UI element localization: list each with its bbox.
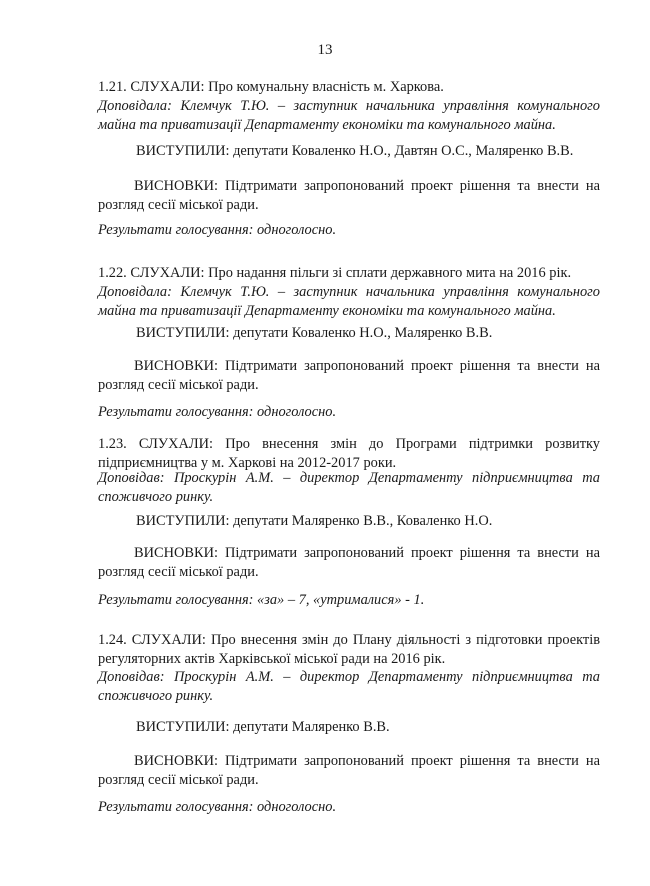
spoke-line: ВИСТУПИЛИ: депутати Коваленко Н.О., Давтян О.С., Маляренко В.В.: [136, 143, 574, 159]
page-number: 13: [317, 42, 333, 58]
reporter-block: [98, 283, 600, 321]
vote-result: Результати голосування: «за» – 7, «утрималися» - 1.: [98, 592, 425, 608]
conclusion-line: розгляд сесії міської ради.: [98, 197, 259, 213]
reporter-line: майна та приватизації Департаменту економіки та комунального майна.: [98, 303, 556, 319]
spoke-line: ВИСТУПИЛИ: депутати Коваленко Н.О., Маляренко В.В.: [136, 325, 493, 341]
heard-block: [98, 435, 600, 473]
conclusion-line: ВИСНОВКИ: Підтримати запропонований проект рішення та внести на: [134, 178, 600, 194]
conclusion-block: [98, 177, 600, 215]
conclusion-line: ВИСНОВКИ: Підтримати запропонований проект рішення та внести на: [134, 358, 600, 374]
heard-line: 1.24. СЛУХАЛИ: Про внесення змін до Плану діяльності з підготовки проектів: [98, 632, 600, 648]
reporter-block: [98, 469, 600, 507]
conclusion-block: [98, 752, 600, 790]
spoke-line: ВИСТУПИЛИ: депутати Маляренко В.В.: [136, 719, 390, 735]
reporter-block: [98, 97, 600, 135]
vote-result: Результати голосування: одноголосно.: [98, 799, 337, 815]
conclusion-line: ВИСНОВКИ: Підтримати запропонований проект рішення та внести на: [134, 753, 600, 769]
spoke-line: ВИСТУПИЛИ: депутати Маляренко В.В., Коваленко Н.О.: [136, 513, 493, 529]
vote-result: Результати голосування: одноголосно.: [98, 222, 337, 238]
reporter-line: Доповідала: Клемчук Т.Ю. – заступник начальника управління комунального: [98, 98, 600, 114]
heard-line: 1.21. СЛУХАЛИ: Про комунальну власність м. Харкова.: [98, 79, 444, 95]
heard-line: підприємництва у м. Харкові на 2012-2017 роки.: [98, 455, 397, 471]
reporter-line: споживчого ринку.: [98, 489, 214, 505]
heard-line: 1.23. СЛУХАЛИ: Про внесення змін до Програми підтримки розвитку: [98, 436, 600, 452]
heard-line: 1.22. СЛУХАЛИ: Про надання пільги зі сплати державного мита на 2016 рік.: [98, 265, 572, 281]
conclusion-line: ВИСНОВКИ: Підтримати запропонований проект рішення та внести на: [134, 545, 600, 561]
reporter-block: [98, 668, 600, 706]
conclusion-block: [98, 357, 600, 395]
conclusion-line: розгляд сесії міської ради.: [98, 772, 259, 788]
reporter-line: Доповідав: Проскурін А.М. – директор Департаменту підприємництва та: [98, 470, 600, 486]
vote-result: Результати голосування: одноголосно.: [98, 404, 337, 420]
heard-line: регуляторних актів Харківської міської ради на 2016 рік.: [98, 651, 446, 667]
conclusion-line: розгляд сесії міської ради.: [98, 564, 259, 580]
reporter-line: Доповідала: Клемчук Т.Ю. – заступник начальника управління комунального: [98, 284, 600, 300]
reporter-line: споживчого ринку.: [98, 688, 214, 704]
heard-block: [98, 631, 600, 669]
reporter-line: майна та приватизації Департаменту економіки та комунального майна.: [98, 117, 556, 133]
conclusion-block: [98, 544, 600, 582]
conclusion-line: розгляд сесії міської ради.: [98, 377, 259, 393]
reporter-line: Доповідав: Проскурін А.М. – директор Департаменту підприємництва та: [98, 669, 600, 685]
